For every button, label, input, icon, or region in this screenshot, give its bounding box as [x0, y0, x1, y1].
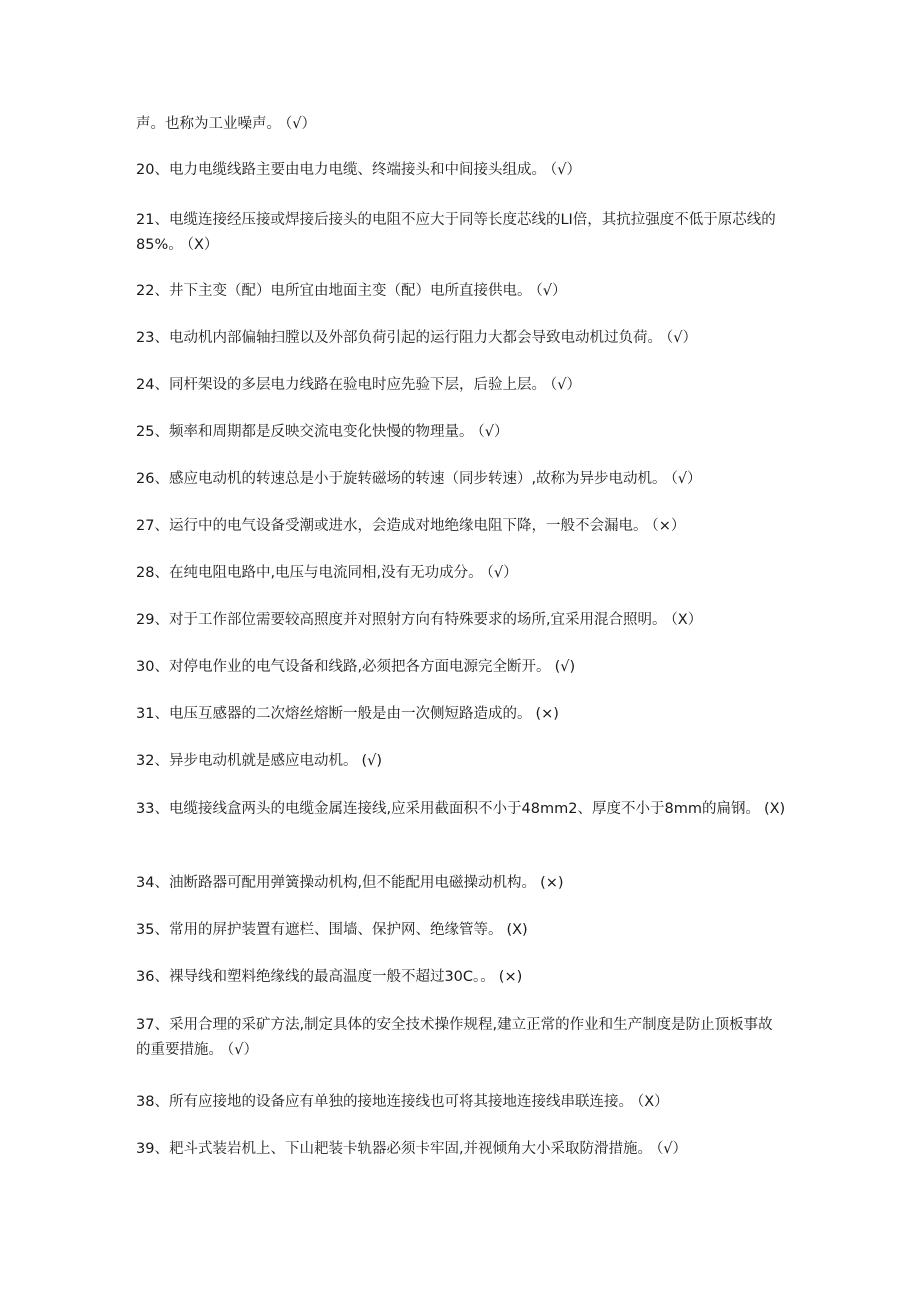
question-item: [136, 965, 786, 990]
question-item: [136, 158, 786, 183]
question-item: [136, 655, 786, 680]
question-text: 36、裸导线和塑料绝缘线的最高温度一般不超过30C。。: [136, 969, 495, 985]
answer-mark: (×): [540, 875, 564, 891]
question-text: 37、采用合理的采矿方法,制定具体的安全技术操作规程,建立正常的作业和生产制度是防止顶板事故的重要措施。: [136, 1017, 773, 1058]
answer-mark: (√): [361, 753, 383, 769]
answer-mark: （√）: [227, 1042, 258, 1058]
question-text: 30、对停电作业的电气设备和线路,必须把各方面电源完全断开。: [136, 659, 551, 675]
question-item: [136, 514, 786, 539]
question-item: [136, 797, 786, 822]
answer-mark: （X）: [186, 237, 219, 253]
question-text: 24、同杆架设的多层电力线路在验电时应先验下层，后验上层。: [136, 377, 546, 393]
question-text: 27、运行中的电气设备受潮或进水，会造成对地绝缘电阻下降，一般不会漏电。: [136, 518, 648, 534]
question-item: [136, 373, 786, 398]
answer-mark: （√）: [656, 1141, 688, 1157]
answer-mark: （X）: [636, 1094, 669, 1110]
question-item: [136, 420, 786, 445]
question-item: [136, 112, 786, 137]
question-text: 39、耙斗式装岩机上、下山耙装卡轨器必须卡牢固,并视倾角大小采取防滑措施。: [136, 1141, 653, 1157]
question-text: 声。也称为工业噪声。: [136, 116, 281, 132]
answer-mark: (×): [498, 969, 523, 985]
answer-mark: (√): [554, 659, 576, 675]
answer-mark: （√）: [670, 471, 702, 487]
answer-mark: (×): [535, 706, 559, 722]
question-item: [136, 326, 786, 351]
question-item: [136, 918, 786, 943]
question-item: [136, 702, 786, 727]
question-item: [136, 1090, 786, 1115]
answer-mark: （√）: [486, 565, 518, 581]
question-text: 38、所有应接地的设备应有单独的接地连接线也可将其接地连接线串联连接。: [136, 1094, 633, 1110]
question-item: [136, 608, 786, 633]
question-text: 32、异步电动机就是感应电动机。: [136, 753, 358, 769]
question-text: 28、在纯电阻电路中,电压与电流同相,没有无功成分。: [136, 565, 483, 581]
question-item: [136, 1137, 786, 1162]
answer-mark: (X): [506, 922, 528, 938]
question-item: [136, 871, 786, 896]
question-item: [136, 561, 786, 586]
answer-mark: （X）: [670, 612, 703, 628]
question-item: [136, 749, 786, 774]
answer-mark: (X): [763, 801, 786, 817]
question-item: [136, 208, 786, 258]
answer-mark: （√）: [665, 330, 697, 346]
question-text: 21、电缆连接经压接或焊接后接头的电阻不应大于同等长度芯线的LI倍，其抗拉强度不低于原芯线的85%。: [136, 212, 776, 253]
answer-mark: （√）: [477, 424, 509, 440]
question-text: 26、感应电动机的转速总是小于旋转磁场的转速（同步转速）,故称为异步电动机。: [136, 471, 667, 487]
question-text: 20、电力电缆线路主要由电力电缆、终端接头和中间接头组成。: [136, 162, 546, 178]
question-text: 34、油断路器可配用弹簧操动机构,但不能配用电磁操动机构。: [136, 875, 537, 891]
answer-mark: （√）: [535, 283, 567, 299]
answer-mark: （√）: [549, 162, 581, 178]
answer-mark: （√）: [285, 116, 316, 132]
question-item: [136, 467, 786, 492]
answer-mark: （√）: [549, 377, 581, 393]
question-text: 25、频率和周期都是反映交流电变化快慢的物理量。: [136, 424, 474, 440]
question-text: 29、对于工作部位需要较高照度并对照射方向有特殊要求的场所,宜采用混合照明。: [136, 612, 667, 628]
question-text: 33、电缆接线盒两头的电缆金属连接线,应采用截面积不小于48mm2、厚度不小于8mm的扁钢。: [136, 801, 760, 817]
question-text: 31、电压互感器的二次熔丝熔断一般是由一次侧短路造成的。: [136, 706, 532, 722]
question-text: 22、井下主变（配）电所宜由地面主变（配）电所直接供电。: [136, 283, 532, 299]
question-text: 35、常用的屏护装置有遮栏、围墙、保护网、绝缘管等。: [136, 922, 503, 938]
question-item: [136, 1013, 786, 1063]
question-text: 23、电动机内部偏轴扫膛以及外部负荷引起的运行阻力大都会导致电动机过负荷。: [136, 330, 662, 346]
answer-mark: （×）: [651, 518, 686, 534]
question-item: [136, 279, 786, 304]
